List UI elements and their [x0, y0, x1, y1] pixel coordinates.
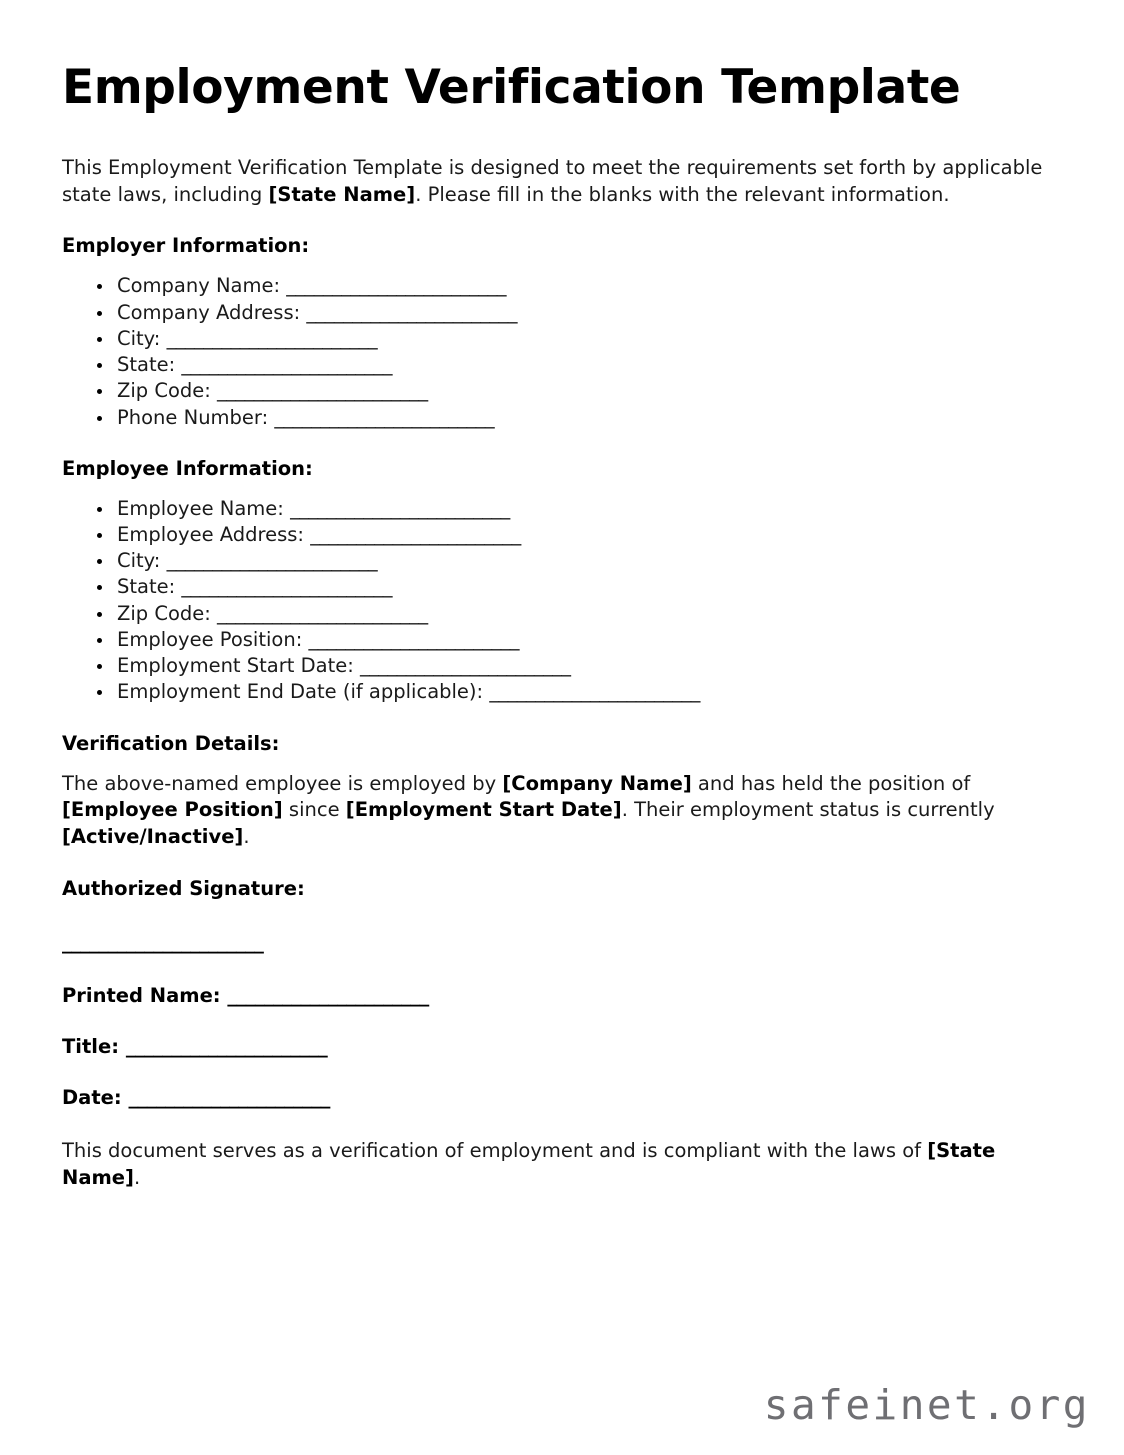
title-label: Title: — [62, 1035, 120, 1059]
list-item — [95, 273, 1062, 299]
date-blank[interactable]: ______________________ — [128, 1086, 330, 1110]
list-item — [95, 574, 1062, 600]
intro-paragraph — [62, 155, 1057, 209]
verification-text-3: since — [282, 798, 346, 822]
printed-name-field — [62, 984, 1062, 1007]
field-label: Employment End Date (if applicable): — [117, 680, 484, 704]
employee-position-placeholder: [Employee Position] — [62, 798, 283, 822]
list-item — [95, 378, 1062, 404]
list-item — [95, 496, 1062, 522]
field-blank[interactable]: ________________________ — [290, 496, 510, 520]
verification-text-5: . — [243, 825, 250, 849]
page-title: Employment Verification Template — [62, 60, 961, 115]
employment-start-date-placeholder: [Employment Start Date] — [345, 798, 622, 822]
field-blank[interactable]: _______________________ — [181, 575, 392, 599]
verification-details-heading: Verification Details: — [62, 731, 280, 755]
watermark-safeinet: safeinet.org — [763, 1381, 1090, 1429]
field-blank[interactable]: _______________________ — [166, 549, 378, 573]
intro-state-placeholder: [State Name] — [268, 182, 416, 206]
field-label: State: — [117, 575, 176, 599]
closing-state-placeholder: [State Name] — [62, 1138, 996, 1189]
field-blank[interactable]: _______________________ — [217, 379, 428, 403]
signature-blank-line[interactable]: ______________________ — [62, 931, 264, 955]
employer-information-heading: Employer Information: — [62, 234, 310, 258]
field-blank[interactable]: _______________________ — [181, 353, 392, 377]
field-label: Zip Code: — [117, 379, 211, 403]
list-item — [95, 679, 1062, 705]
intro-text-before: This Employment Verification Template is designed to meet the requirements set forth by applicable state laws, including — [62, 155, 1043, 206]
closing-text-before: This document serves as a verification of employment and is compliant with the laws of — [62, 1138, 928, 1162]
field-blank[interactable]: _______________________ — [310, 522, 521, 546]
field-blank[interactable]: _______________________ — [306, 300, 517, 324]
field-label: Employee Position: — [117, 627, 303, 651]
title-field — [62, 1035, 1062, 1058]
list-item — [95, 352, 1062, 378]
verification-text-4: . Their employment status is currently — [621, 798, 995, 822]
list-item — [95, 522, 1062, 548]
list-item — [95, 326, 1062, 352]
field-label: City: — [117, 326, 161, 350]
verification-text-2: and has held the position of — [691, 771, 971, 795]
closing-paragraph — [62, 1138, 1057, 1192]
list-item — [95, 405, 1062, 431]
field-label: Company Name: — [117, 274, 281, 298]
employment-status-placeholder: [Active/Inactive] — [62, 825, 244, 849]
field-label: Employee Address: — [117, 522, 305, 546]
field-label: City: — [117, 549, 161, 573]
list-item — [95, 300, 1062, 326]
list-item — [95, 548, 1062, 574]
list-item — [95, 627, 1062, 653]
printed-name-label: Printed Name: — [62, 983, 221, 1007]
employee-information-heading: Employee Information: — [62, 456, 313, 480]
field-label: Employee Name: — [117, 496, 284, 520]
date-field — [62, 1086, 1062, 1109]
field-label: State: — [117, 353, 176, 377]
closing-text-after: . — [133, 1165, 141, 1189]
field-label: Employment Start Date: — [117, 654, 354, 678]
document-content — [62, 62, 1062, 1192]
list-item — [95, 653, 1062, 679]
field-blank[interactable]: _______________________ — [489, 680, 700, 704]
authorized-signature-heading: Authorized Signature: — [62, 877, 305, 901]
field-label: Zip Code: — [117, 601, 211, 625]
field-label: Company Address: — [117, 300, 301, 324]
field-blank[interactable]: ________________________ — [286, 274, 506, 298]
field-blank[interactable]: _______________________ — [217, 601, 428, 625]
employee-field-list — [62, 496, 1062, 706]
verification-text-1: The above-named employee is employed by — [62, 771, 503, 795]
field-blank[interactable]: _______________________ — [308, 627, 519, 651]
field-blank[interactable]: ________________________ — [274, 405, 494, 429]
signature-section — [62, 877, 1062, 1110]
field-blank[interactable]: _______________________ — [360, 654, 571, 678]
printed-name-blank[interactable]: ______________________ — [227, 983, 429, 1007]
field-blank[interactable]: _______________________ — [166, 326, 378, 350]
company-name-placeholder: [Company Name] — [502, 771, 692, 795]
employer-field-list — [62, 273, 1062, 430]
title-blank[interactable]: ______________________ — [125, 1035, 328, 1059]
date-label: Date: — [62, 1086, 122, 1110]
list-item — [95, 601, 1062, 627]
field-label: Phone Number: — [117, 405, 269, 429]
intro-text-after: . Please fill in the blanks with the relevant information. — [415, 182, 950, 206]
verification-paragraph — [62, 771, 1057, 852]
